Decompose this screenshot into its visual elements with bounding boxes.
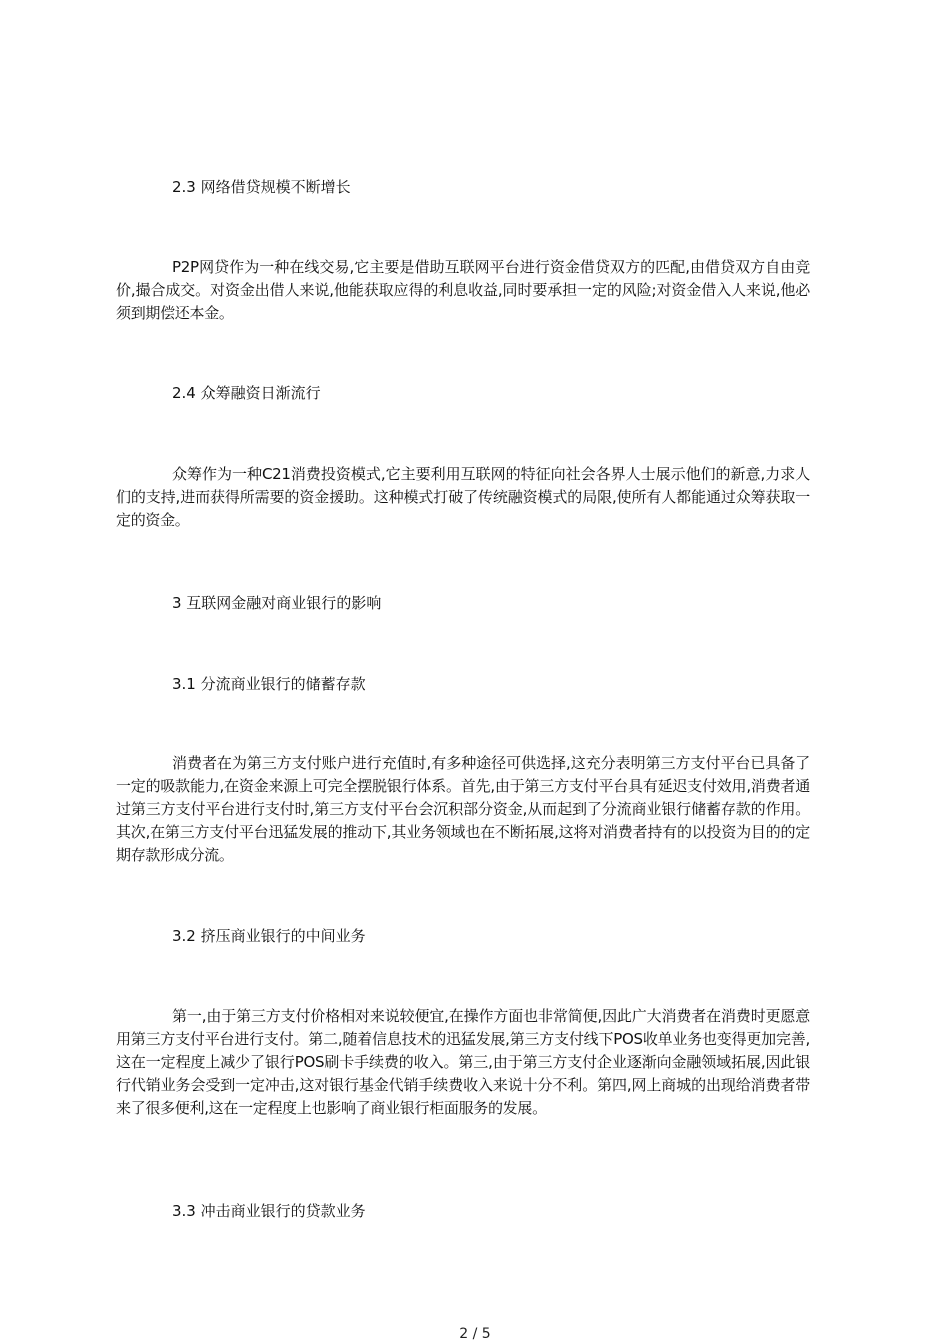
- paragraph-deposits: 消费者在为第三方支付账户进行充值时,有多种途径可供选择,这充分表明第三方支付平台已具备了一定的吸款能力,在资金来源上可完全摆脱银行体系。首先,由于第三方支付平台具有延迟支付效用,消费者通过第三方支付平台进行支付时,第三方支付平台会沉积部分资金,从而起到了分流商业银行储蓄存款的作用。其次,在第三方支付平台迅猛发展的推动下,其业务领域也在不断拓展,这将对消费者持有的以投资为目的的定期存款形成分流。: [116, 754, 810, 864]
- paragraph-p2p: P2P网贷作为一种在线交易,它主要是借助互联网平台进行资金借贷双方的匹配,由借贷双方自由竞价,撮合成交。对资金出借人来说,他能获取应得的利息收益,同时要承担一定的风险;对资金借入人来说,他必须到期偿还本金。: [116, 258, 810, 322]
- heading-2-3: 2.3 网络借贷规模不断增长: [172, 178, 351, 196]
- heading-3-1: 3.1 分流商业银行的储蓄存款: [172, 675, 366, 693]
- heading-2-4: 2.4 众筹融资日渐流行: [172, 384, 321, 402]
- heading-3-2: 3.2 挤压商业银行的中间业务: [172, 927, 366, 945]
- paragraph-crowdfunding: 众筹作为一种C21消费投资模式,它主要利用互联网的特征向社会各界人士展示他们的新意,力求人们的支持,进而获得所需要的资金援助。这种模式打破了传统融资模式的局限,使所有人都能通过众筹获取一定的资金。: [116, 465, 810, 529]
- heading-3-3: 3.3 冲击商业银行的贷款业务: [172, 1202, 366, 1220]
- paragraph-intermediate-business: 第一,由于第三方支付价格相对来说较便宜,在操作方面也非常简便,因此广大消费者在消费时更愿意用第三方支付平台进行支付。第二,随着信息技术的迅猛发展,第三方支付线下POS收单业务也变得更加完善,这在一定程度上减少了银行POS刷卡手续费的收入。第三,由于第三方支付企业逐渐向金融领域拓展,因此银行代销业务会受到一定冲击,这对银行基金代销手续费收入来说十分不利。第四,网上商城的出现给消费者带来了很多便利,这在一定程度上也影响了商业银行柜面服务的发展。: [116, 1007, 810, 1117]
- page-number: 2 / 5: [459, 1326, 491, 1342]
- heading-3: 3 互联网金融对商业银行的影响: [172, 594, 382, 612]
